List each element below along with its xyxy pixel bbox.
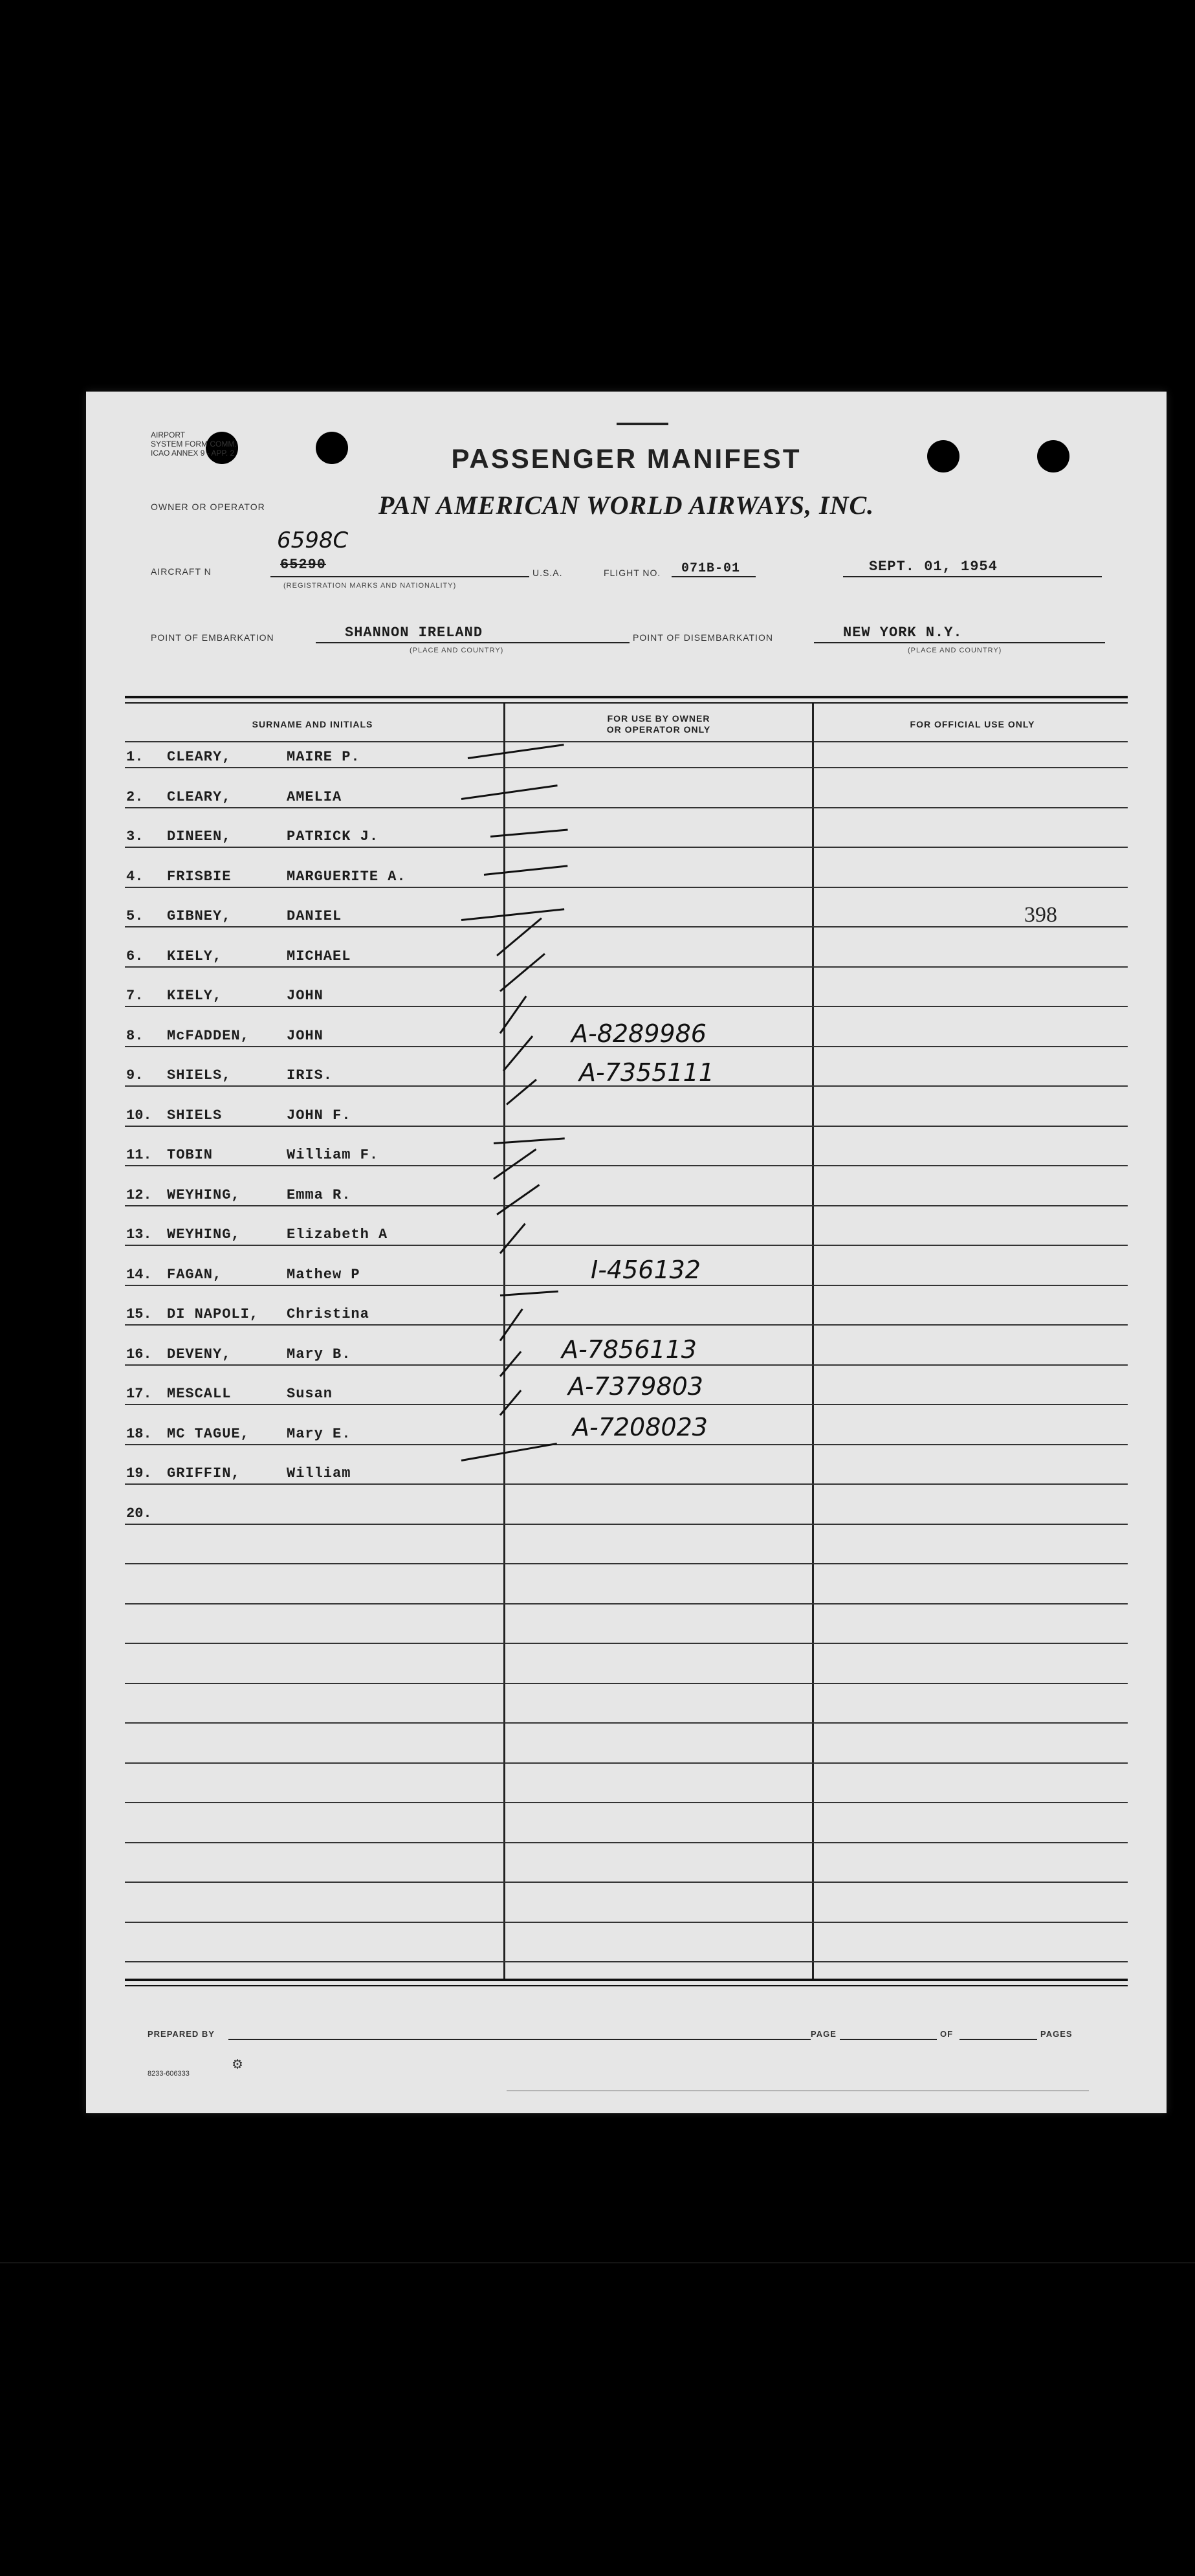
blank-row-rule [125, 1961, 1128, 1962]
passenger-given-names: DANIEL [287, 908, 342, 924]
passenger-surname: GRIFFIN, [167, 1465, 241, 1482]
blank-row-rule [125, 1563, 1128, 1564]
passenger-surname: DINEEN, [167, 828, 232, 845]
passenger-surname: TOBIN [167, 1147, 214, 1163]
passenger-given-names: IRIS. [287, 1067, 333, 1083]
check-mark [500, 1291, 558, 1296]
table-top-rule [125, 696, 1128, 698]
disembark-label: POINT OF DISEMBARKATION [633, 632, 773, 643]
form-note-line: ICAO ANNEX 9 - APP. 2 [151, 449, 235, 458]
blank-row-rule [125, 1882, 1128, 1883]
aircraft-label: AIRCRAFT N [151, 566, 212, 577]
row-number: 7. [126, 988, 144, 1004]
passenger-surname: CLEARY, [167, 789, 232, 805]
row-rule [125, 1245, 1128, 1246]
row-number: 13. [126, 1227, 152, 1243]
passenger-surname: MC TAGUE, [167, 1426, 250, 1442]
airline-name: PAN AMERICAN WORLD AIRWAYS, INC. [378, 491, 875, 520]
note-row-9: A-7355111 [579, 1058, 714, 1087]
check-mark [461, 908, 564, 921]
note-row-17: A-7379803 [568, 1372, 703, 1401]
row-rule [125, 966, 1128, 968]
passenger-given-names: PATRICK J. [287, 828, 379, 845]
row-rule [125, 1524, 1128, 1525]
row-number: 4. [126, 869, 144, 885]
embark-caption: (PLACE AND COUNTRY) [410, 647, 504, 654]
row-rule [125, 1364, 1128, 1366]
note-row-14: I-456132 [591, 1256, 701, 1284]
passenger-surname: DI NAPOLI, [167, 1306, 259, 1322]
date-underline [843, 576, 1102, 577]
note-row-16: A-7856113 [562, 1335, 697, 1364]
table-top-rule-2 [125, 702, 1128, 704]
passenger-given-names: William F. [287, 1147, 379, 1163]
row-number: 11. [126, 1147, 152, 1163]
column-header-owner-use [503, 713, 814, 735]
passenger-given-names: JOHN [287, 988, 323, 1004]
check-mark [484, 865, 568, 876]
form-note-line: AIRPORT [151, 430, 186, 439]
page-underline [840, 2039, 937, 2040]
registration-caption: (REGISTRATION MARKS AND NATIONALITY) [283, 582, 457, 590]
note-row-18: A-7208023 [573, 1413, 708, 1441]
blank-row-rule [125, 1603, 1128, 1604]
passenger-surname: FAGAN, [167, 1267, 223, 1283]
row-number: 19. [126, 1465, 152, 1482]
column-divider-2 [812, 704, 814, 1979]
passenger-surname: CLEARY, [167, 749, 232, 765]
of-underline [959, 2039, 1037, 2040]
row-number: 17. [126, 1386, 152, 1402]
check-mark [503, 1036, 533, 1072]
passenger-given-names: Elizabeth A [287, 1227, 388, 1243]
date-value: SEPT. 01, 1954 [869, 559, 998, 575]
column-header-official: FOR OFFICIAL USE ONLY [910, 719, 1035, 729]
disembark-caption: (PLACE AND COUNTRY) [908, 647, 1002, 654]
passenger-given-names: MARGUERITE A. [287, 869, 406, 885]
row-number: 10. [126, 1107, 152, 1124]
of-label: OF [940, 2029, 954, 2039]
passenger-surname: SHIELS, [167, 1067, 232, 1083]
row-rule [125, 1285, 1128, 1286]
passenger-surname: McFADDEN, [167, 1028, 250, 1044]
row-rule [125, 887, 1128, 888]
passenger-given-names: Mary B. [287, 1346, 351, 1362]
row-number: 3. [126, 828, 144, 845]
passenger-surname: KIELY, [167, 988, 223, 1004]
page-title: PASSENGER MANIFEST [451, 443, 802, 474]
passenger-surname: SHIELS [167, 1107, 223, 1124]
row-number: 9. [126, 1067, 144, 1083]
prepared-label: PREPARED BY [148, 2029, 215, 2039]
blank-row-rule [125, 1643, 1128, 1644]
header-divider [125, 741, 1128, 742]
column-divider-1 [503, 704, 505, 1979]
check-mark [490, 829, 568, 838]
column-header-owner-use-line: OR OPERATOR ONLY [606, 724, 711, 735]
check-mark [506, 1079, 537, 1105]
form-note-line: SYSTEM FORM COMM. [151, 439, 237, 449]
row-number: 12. [126, 1187, 152, 1203]
passenger-given-names: Susan [287, 1386, 333, 1402]
passenger-given-names: Mary E. [287, 1426, 351, 1442]
note-row-8: A-8289986 [571, 1019, 707, 1048]
passenger-given-names: MAIRE P. [287, 749, 360, 765]
column-header-owner-use-line: FOR USE BY OWNER [607, 713, 710, 724]
table-bottom-rule [125, 1979, 1128, 1981]
row-number: 14. [126, 1267, 152, 1283]
row-number: 1. [126, 749, 144, 765]
blank-row-rule [125, 1762, 1128, 1764]
passenger-given-names: Christina [287, 1306, 369, 1322]
top-dash [617, 423, 668, 425]
flight-label: FLIGHT NO. [604, 568, 661, 578]
row-rule [125, 807, 1128, 808]
passenger-given-names: Emma R. [287, 1187, 351, 1203]
disembark-underline [814, 642, 1105, 643]
check-mark [461, 1443, 557, 1461]
row-rule [125, 1126, 1128, 1127]
usa-label: U.S.A. [532, 568, 563, 578]
embark-underline [316, 642, 630, 643]
row-number: 6. [126, 948, 144, 964]
row-rule [125, 1444, 1128, 1445]
row-rule [125, 1165, 1128, 1166]
passenger-surname: WEYHING, [167, 1187, 241, 1203]
page-label: PAGE [811, 2029, 837, 2039]
passenger-given-names: AMELIA [287, 789, 342, 805]
row-number: 18. [126, 1426, 152, 1442]
check-mark [493, 1148, 536, 1179]
row-rule [125, 767, 1128, 768]
printer-mark-icon: ⚙ [232, 2058, 243, 2072]
row-rule [125, 1483, 1128, 1485]
scan-artifact-line [0, 2262, 1195, 2263]
row-rule [125, 926, 1128, 927]
embark-value: SHANNON IRELAND [345, 625, 483, 641]
blank-row-rule [125, 1722, 1128, 1724]
blank-row-rule [125, 1802, 1128, 1803]
form-code: 8233-606333 [148, 2070, 190, 2078]
aircraft-handwritten: 6598C [277, 527, 349, 553]
aircraft-underline [270, 576, 529, 577]
flight-number: 071B-01 [681, 561, 741, 576]
passenger-given-names: William [287, 1465, 351, 1482]
check-mark [468, 744, 564, 759]
passenger-surname: FRISBIE [167, 869, 232, 885]
blank-row-rule [125, 1922, 1128, 1923]
row-number: 20. [126, 1505, 152, 1522]
passenger-given-names: JOHN F. [287, 1107, 351, 1124]
row-rule [125, 1404, 1128, 1405]
passenger-surname: DEVENY, [167, 1346, 232, 1362]
blank-row-rule [125, 1683, 1128, 1684]
manifest-sheet [86, 392, 1167, 2113]
row-rule [125, 847, 1128, 848]
row-number: 15. [126, 1306, 152, 1322]
aircraft-struck: 65290 [280, 557, 327, 573]
blank-row-rule [125, 1842, 1128, 1843]
row-rule [125, 1006, 1128, 1007]
row-number: 16. [126, 1346, 152, 1362]
passenger-surname: GIBNEY, [167, 908, 232, 924]
passenger-given-names: JOHN [287, 1028, 323, 1044]
row-rule [125, 1205, 1128, 1206]
row-number: 2. [126, 789, 144, 805]
passenger-surname: WEYHING, [167, 1227, 241, 1243]
flight-underline [672, 576, 756, 577]
owner-label: OWNER OR OPERATOR [151, 502, 265, 512]
disembark-value: NEW YORK N.Y. [843, 625, 963, 641]
pages-label: PAGES [1040, 2029, 1073, 2039]
passenger-surname: MESCALL [167, 1386, 232, 1402]
prepared-underline [228, 2039, 811, 2040]
table-bottom-rule-2 [125, 1985, 1128, 1986]
column-header-surname: SURNAME AND INITIALS [252, 719, 373, 729]
check-mark [461, 784, 558, 800]
row-number: 5. [126, 908, 144, 924]
row-number: 8. [126, 1028, 144, 1044]
embark-label: POINT OF EMBARKATION [151, 632, 274, 643]
passenger-given-names: MICHAEL [287, 948, 351, 964]
passenger-given-names: Mathew P [287, 1267, 360, 1283]
check-mark [499, 953, 545, 992]
passenger-surname: KIELY, [167, 948, 223, 964]
margin-number: 398 [1024, 903, 1057, 927]
row-rule [125, 1324, 1128, 1326]
